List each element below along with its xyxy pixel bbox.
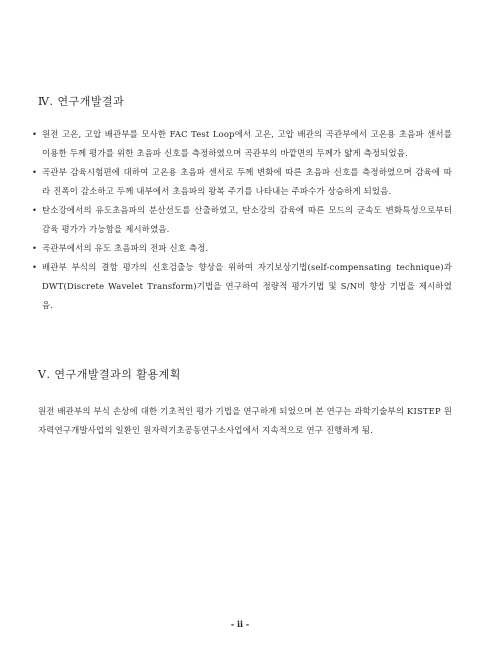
section-heading-results: Ⅳ. 연구개발결과 (38, 95, 125, 108)
list-item-text: 곡관부 감육시험편에 대하여 고온용 초음파 센서로 두께 변화에 따른 초음파 신호를 측정하였으며 감육에 따라 진폭이 감소하고 두께 내부에서 초음파의 왕복 주기를 나타내는 주파수가 상승하게 되었음. (42, 167, 452, 196)
list-item (32, 125, 452, 163)
bullet-icon: • (32, 129, 37, 139)
bullet-icon: • (32, 243, 37, 253)
list-item-text: 원전 고온, 고압 배관부를 모사한 FAC Test Loop에서 고온, 고압 배관의 곡관부에서 고온용 초음파 센서를 이용한 두께 평가를 위한 초음파 신호를 측정하였으며 곡관부의 바깥면의 두께가 얇게 측정되었음. (42, 129, 452, 158)
section-heading-plan: Ⅴ. 연구개발결과의 활용계획 (38, 368, 181, 381)
plan-paragraph: 원전 배관부의 부식 손상에 대한 기초적인 평가 기법을 연구하게 되었으며 본 연구는 과학기술부의 KISTEP 원자력연구개발사업의 일환인 원자력기초공동연구소사업에서 지속적으로 연구 진행하게 됨. (38, 406, 452, 435)
results-bullet-list (32, 125, 452, 315)
bullet-icon: • (32, 262, 37, 272)
page-number: - ii - (230, 619, 250, 629)
list-item-text: 탄소강에서의 유도초음파의 분산선도를 산출하였고, 탄소강의 감육에 따른 모드의 군속도 변화특성으로부터 감육 평가가 가능함을 제시하였음. (42, 205, 452, 234)
list-item-text: 곡관부에서의 유도 초음파의 전파 신호 측정. (42, 243, 209, 253)
list-item (32, 201, 452, 239)
bullet-icon: • (32, 167, 37, 177)
list-item (32, 239, 452, 258)
list-item (32, 163, 452, 201)
list-item-text: 배관부 부식의 결함 평가의 신호검출능 향상을 위하여 자기보상기법(self-compensating technique)과 DWT(Discrete Wavelet Transform)기법을 연구하여 정량적 평가기법 및 S/N비 향상 기법을 제시하였음. (42, 262, 452, 310)
list-item (32, 258, 452, 315)
bullet-icon: • (32, 205, 37, 215)
